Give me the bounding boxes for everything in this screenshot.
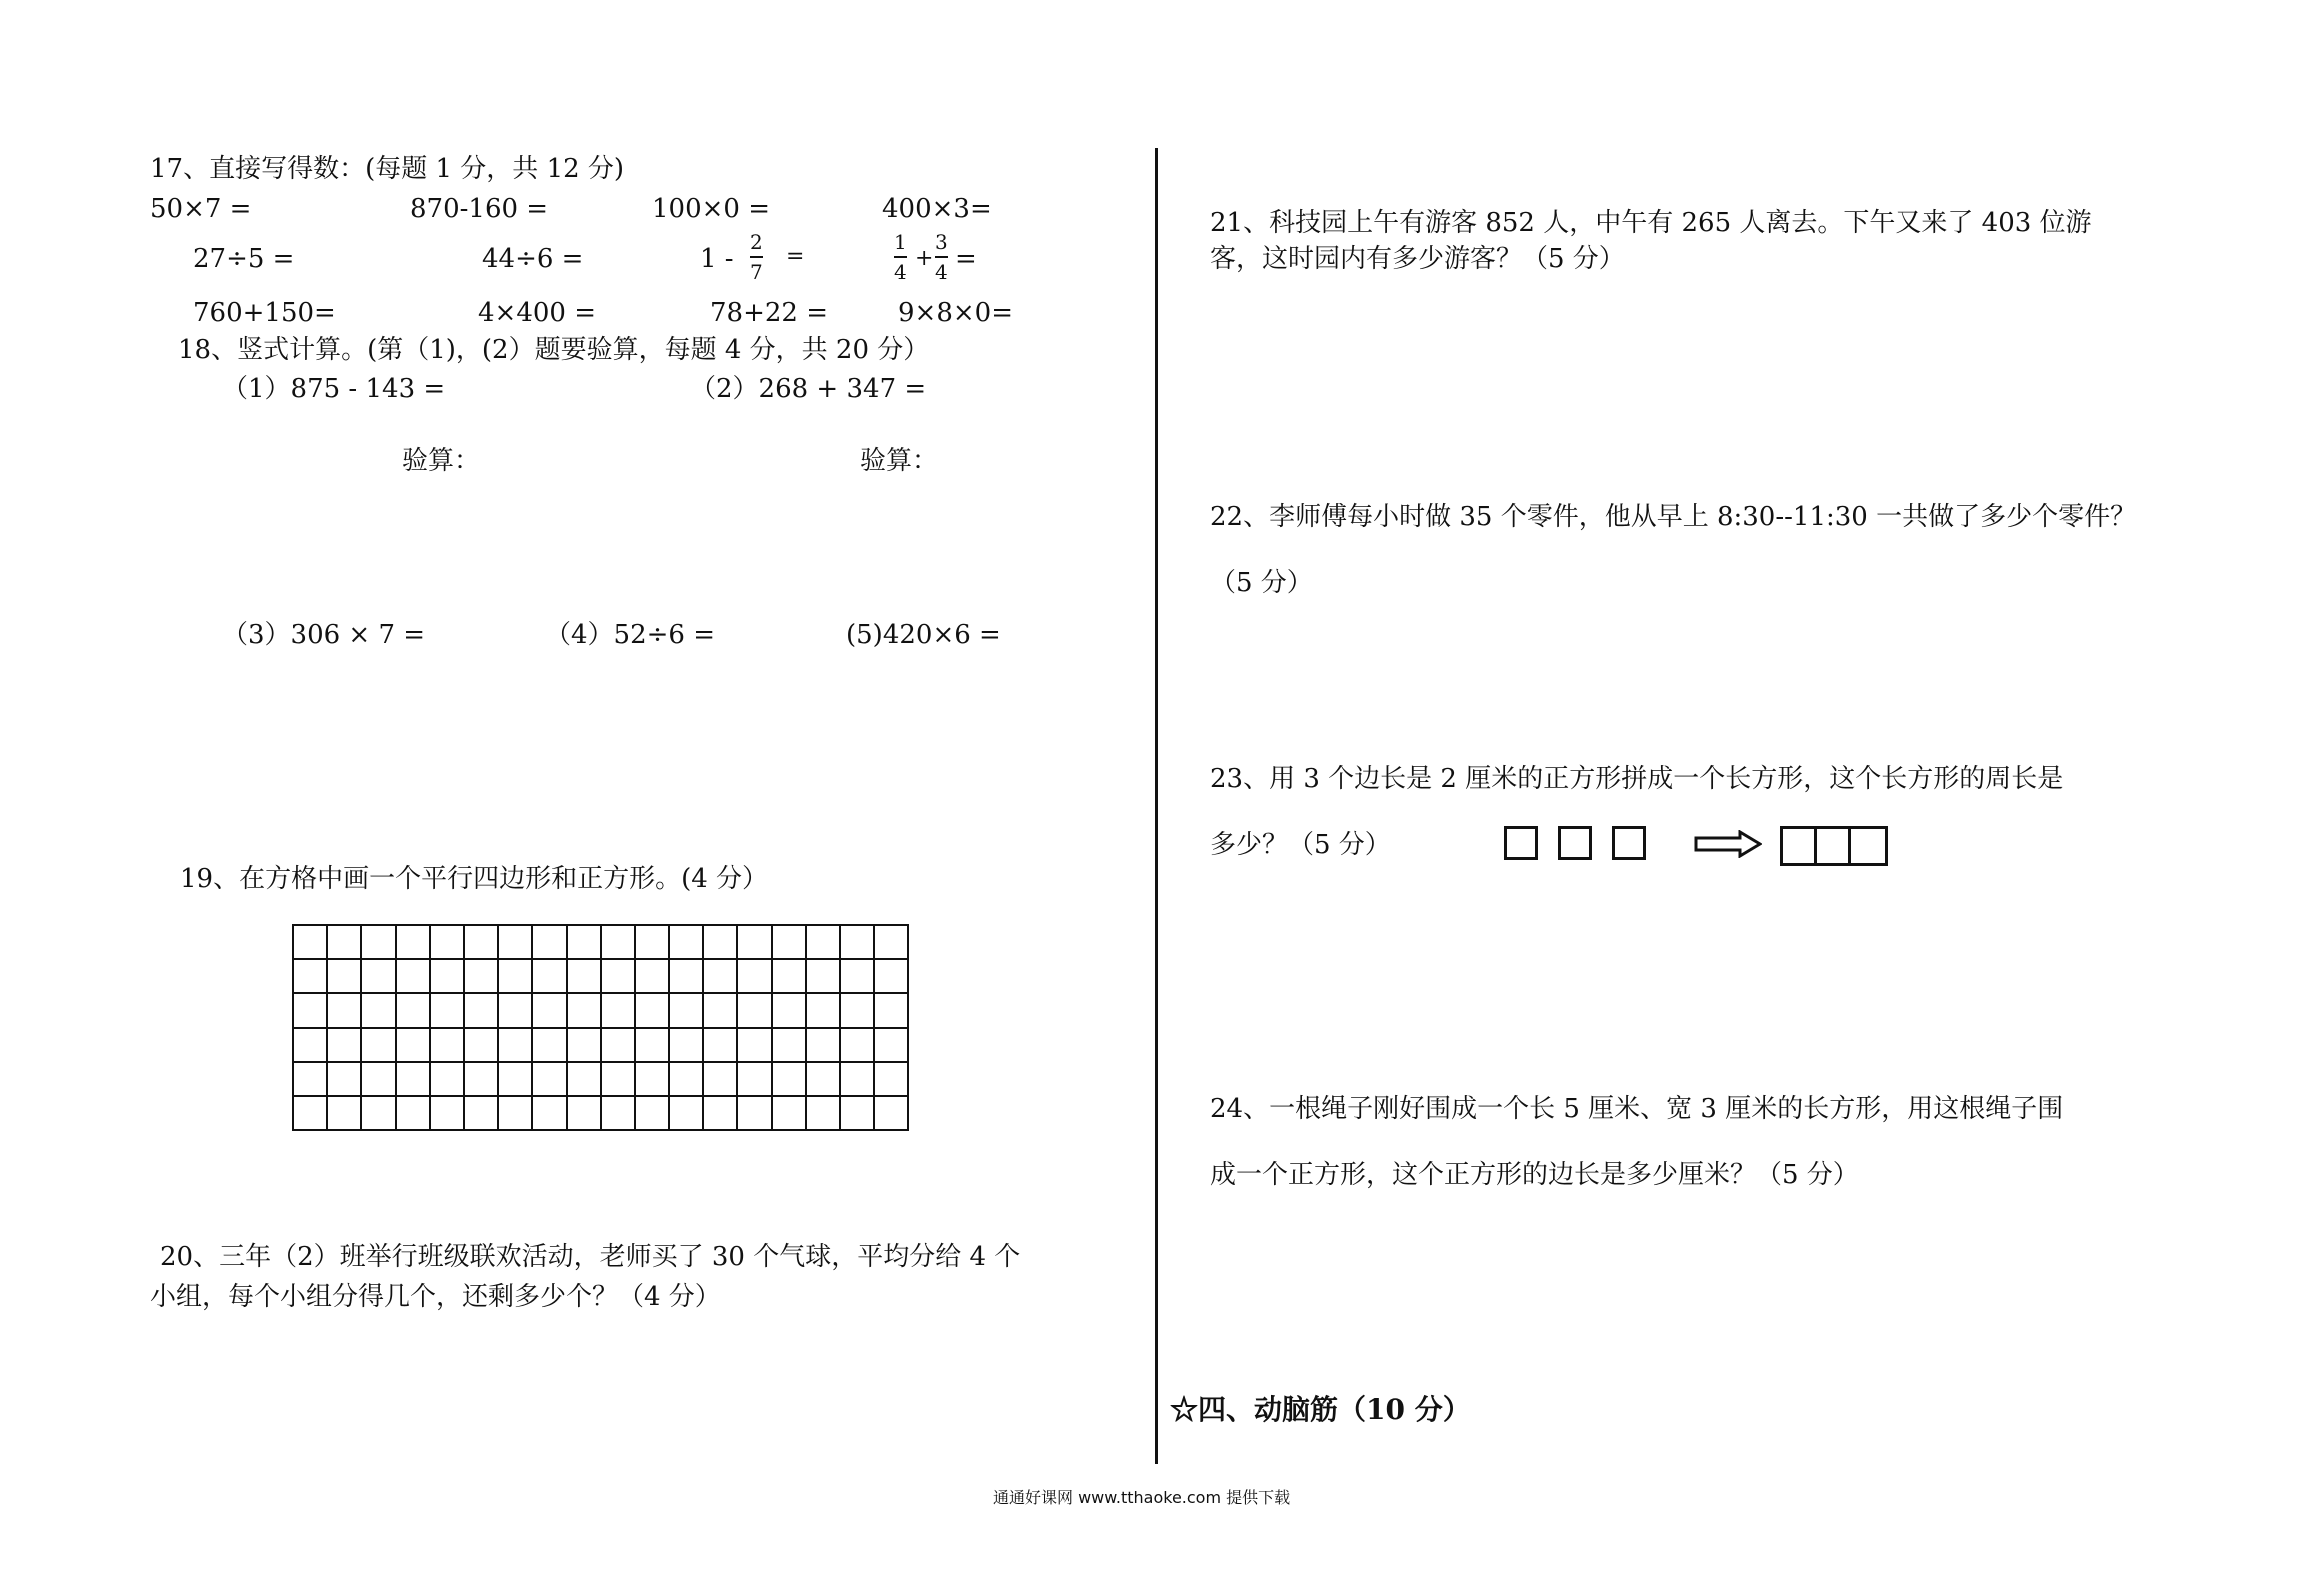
- strip-square: [1851, 829, 1885, 863]
- plus-sign: +: [915, 246, 934, 271]
- fraction-3-4: [935, 232, 948, 282]
- q18-title: 18、竖式计算。(第（1)，(2）题要验算，每题 4 分，共 20 分）: [178, 335, 930, 365]
- fraction-denominator: 4: [935, 260, 948, 284]
- equals-sign: =: [955, 244, 977, 274]
- fraction-bar: [750, 256, 763, 258]
- section-4-heading: ☆四、动脑筋（10 分）: [1170, 1393, 1471, 1426]
- q17-item: 870-160 =: [410, 194, 549, 224]
- q18-problem: （1）875 - 143 =: [222, 374, 446, 404]
- q17-item: 400×3=: [882, 194, 992, 224]
- column-divider: [1155, 148, 1158, 1464]
- q17-title: 17、直接写得数：(每题 1 分，共 12 分): [150, 154, 625, 184]
- q23-line: 多少？（5 分）: [1210, 830, 1391, 860]
- q24-line: 成一个正方形，这个正方形的边长是多少厘米？（5 分）: [1210, 1160, 1859, 1190]
- q17-item: 1 -: [700, 244, 734, 274]
- drawing-grid[interactable]: [292, 924, 909, 1131]
- rectangle-of-squares: [1780, 826, 1888, 866]
- fraction-bar: [894, 256, 907, 258]
- q17-item: 44÷6 =: [482, 244, 584, 274]
- q18-problem: （4）52÷6 =: [545, 620, 716, 650]
- strip-square: [1783, 829, 1817, 863]
- check-label: 验算：: [860, 446, 939, 476]
- q18-problem: （2）268 + 347 =: [690, 374, 927, 404]
- q17-item: 50×7 =: [150, 194, 252, 224]
- q17-item: =: [786, 244, 805, 269]
- q22-line: （5 分）: [1210, 568, 1313, 598]
- q17-item: 760+150=: [193, 298, 336, 328]
- q22-line: 22、李师傅每小时做 35 个零件，他从早上 8:30--11:30 一共做了多少个零件？: [1210, 502, 2137, 532]
- q19-title: 19、在方格中画一个平行四边形和正方形。(4 分）: [180, 864, 769, 894]
- q18-problem: （3）306 × 7 =: [222, 620, 426, 650]
- fraction-denominator: 7: [750, 260, 763, 284]
- q20-line: 小组，每个小组分得几个，还剩多少个？（4 分）: [150, 1282, 721, 1312]
- q18-problem: (5)420×6 =: [846, 620, 1001, 650]
- fraction-numerator: 2: [750, 230, 763, 254]
- fraction-1-4: [894, 232, 907, 282]
- q17-item: 100×0 =: [652, 194, 771, 224]
- fraction-numerator: 1: [894, 230, 907, 254]
- arrow-right-icon: [1694, 830, 1762, 858]
- q20-line: 20、三年（2）班举行班级联欢活动，老师买了 30 个气球，平均分给 4 个: [160, 1242, 1021, 1272]
- square-figure: [1504, 826, 1538, 860]
- q17-item: 27÷5 =: [193, 244, 295, 274]
- strip-square: [1817, 829, 1851, 863]
- fraction-denominator: 4: [894, 260, 907, 284]
- q24-line: 24、一根绳子刚好围成一个长 5 厘米、宽 3 厘米的长方形，用这根绳子围: [1210, 1094, 2064, 1124]
- square-figure: [1612, 826, 1646, 860]
- square-figure: [1558, 826, 1592, 860]
- q21-line: 客，这时园内有多少游客？（5 分）: [1210, 244, 1625, 274]
- q17-item: 78+22 =: [710, 298, 829, 328]
- q17-item: 9×8×0=: [898, 298, 1013, 328]
- q21-line: 21、科技园上午有游客 852 人，中午有 265 人离去。下午又来了 403 位游: [1210, 208, 2092, 238]
- fraction-numerator: 3: [935, 230, 948, 254]
- q17-item: 4×400 =: [478, 298, 597, 328]
- check-label: 验算：: [402, 446, 481, 476]
- footer-credit: 通通好课网 www.tthaoke.com 提供下载: [993, 1488, 1291, 1507]
- q23-line: 23、用 3 个边长是 2 厘米的正方形拼成一个长方形，这个长方形的周长是: [1210, 764, 2064, 794]
- fraction-2-7: [750, 232, 763, 282]
- fraction-bar: [935, 256, 948, 258]
